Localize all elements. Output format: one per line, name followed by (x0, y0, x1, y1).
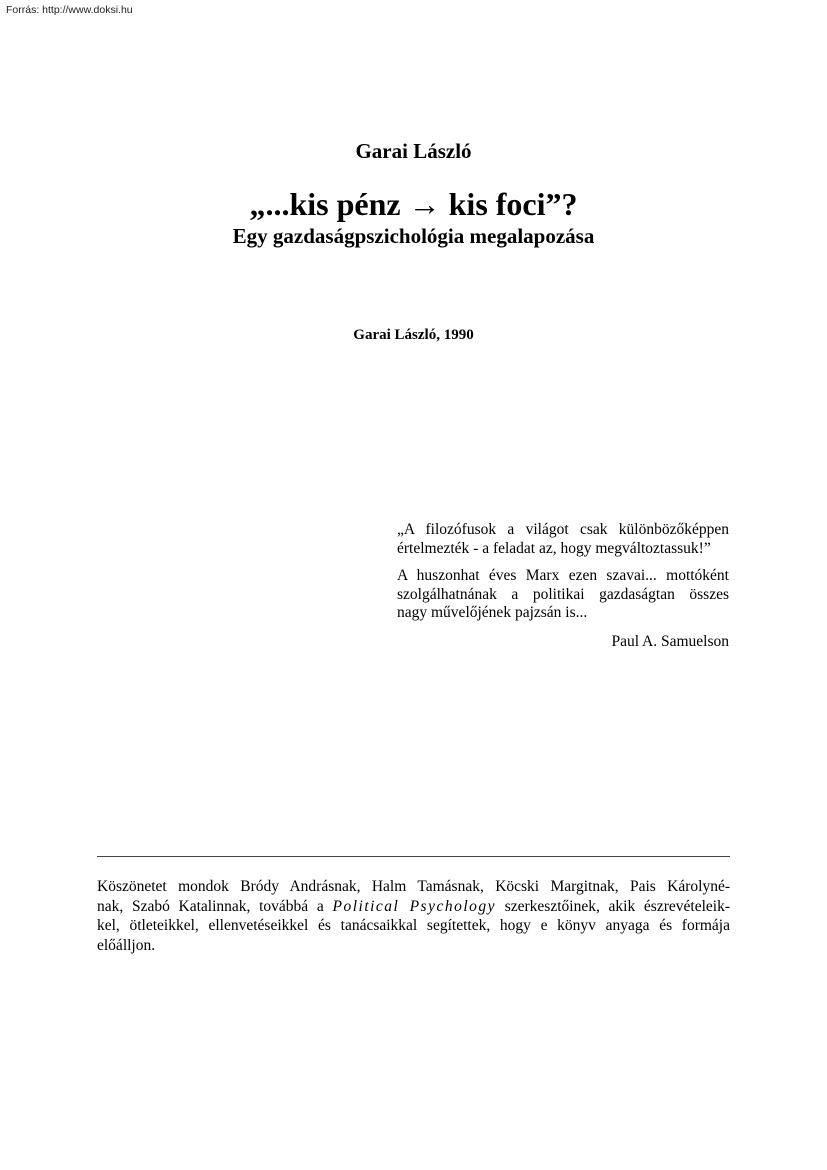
comment-line: A huszonhat éves Marx ezen szavai... mottóként (397, 567, 729, 584)
journal-name: Political Psychology (332, 897, 497, 915)
ack-text: szerkesztőinek, akik észrevételeik- (496, 897, 730, 915)
ack-line (97, 897, 730, 917)
quote-line: „A filozófusok a világot csak különbözőképpen (397, 521, 729, 538)
acknowledgement (97, 877, 730, 955)
epigraph (397, 521, 729, 651)
source-header: Forrás: http://www.doksi.hu (6, 4, 133, 16)
comment-line: szolgálhatnának a politikai gazdaságtan összes (397, 585, 729, 603)
document-subtitle: Egy gazdaságpszichológia megalapozása (232, 224, 595, 248)
author-name: Garai László (355, 139, 472, 163)
quote-line: értelmezték - a feladat az, hogy megváltoztassuk!” (397, 539, 711, 557)
ack-text: nak, Szabó Katalinnak, továbbá a (97, 897, 333, 915)
copyright-line: Garai László, 1990 (353, 327, 474, 343)
comment-line: nagy művelőjének pajzsán is... (397, 604, 588, 621)
ack-line: előálljon. (97, 936, 156, 954)
document-title: „...kis pénz → kis foci”? (249, 186, 578, 222)
epigraph-attribution: Paul A. Samuelson (611, 632, 729, 650)
divider (97, 856, 730, 857)
ack-line: Köszönetet mondok Bródy Andrásnak, Halm Tamásnak, Köcski Margitnak, Pais Károlyné- (97, 878, 730, 895)
ack-line: kel, ötleteikkel, ellenvetéseikkel és tanácsaikkal segítettek, hogy e könyv anyaga és formája (97, 917, 730, 934)
